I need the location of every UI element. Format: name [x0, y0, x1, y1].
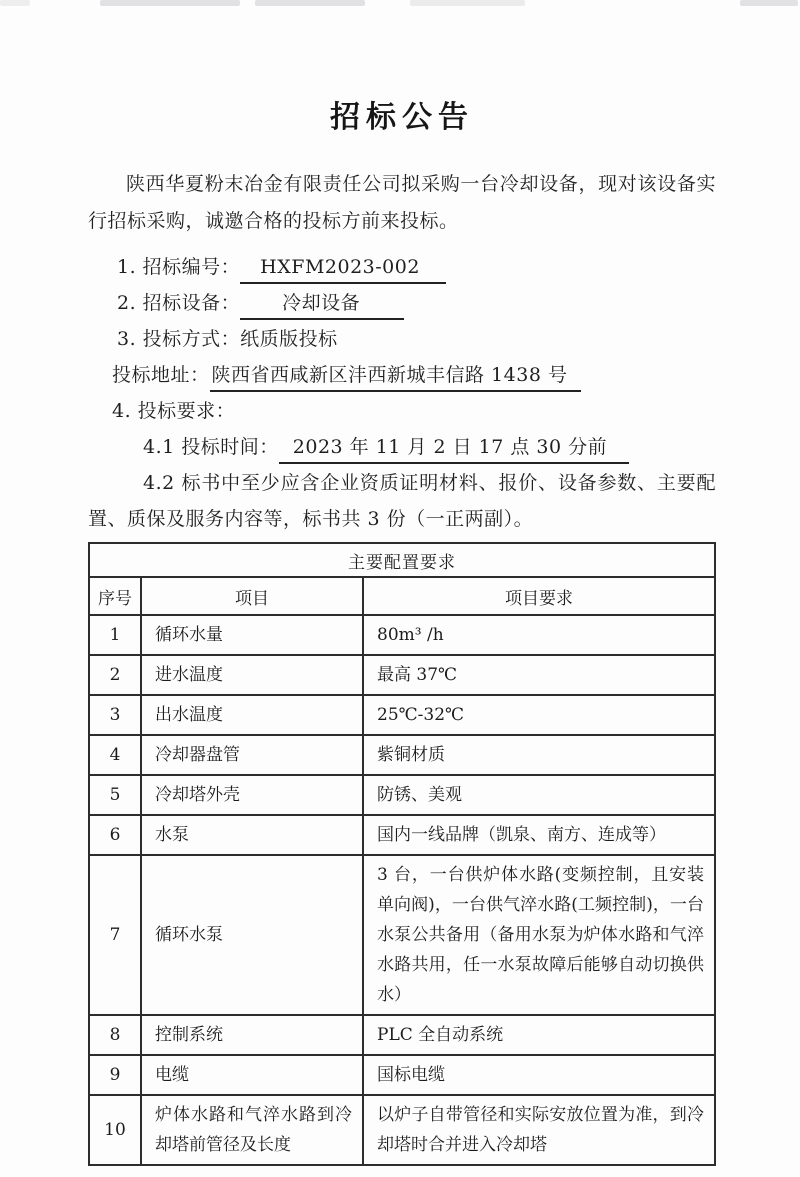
field-value-underlined: 2023 年 11 月 2 日 17 点 30 分前: [279, 434, 629, 464]
document-content: [88, 0, 716, 1166]
field-value-underlined: 陕西省西咸新区沣西新城丰信路 1438 号: [210, 362, 582, 392]
column-header-item: 项目: [141, 577, 363, 615]
table-title: 主要配置要求: [89, 543, 715, 577]
table-row: [89, 1055, 715, 1095]
field-label: 2. 招标设备：: [117, 292, 241, 314]
cell-item-name: 循环水泵: [141, 855, 363, 1015]
cell-requirement: 3 台，一台供炉体水路(变频控制，且安装单向阀)，一台供气淬水路(工频控制)，一台水泵公共备用（备用水泵为炉体水路和气淬水路共用，任一水泵故障后能够自动切换供水）: [363, 855, 715, 1015]
cell-row-number: 5: [89, 775, 141, 815]
bid-document-note: 4.2 标书中至少应含企业资质证明材料、报价、设备参数、主要配置、质保及服务内容等，标书共 3 份（一正两副）。: [88, 472, 716, 530]
cell-requirement: 紫铜材质: [363, 735, 715, 775]
field-tender-number: [88, 249, 716, 285]
document-title: 招标公告: [330, 100, 474, 135]
cell-row-number: 2: [89, 655, 141, 695]
cell-row-number: 9: [89, 1055, 141, 1095]
cell-row-number: 7: [89, 855, 141, 1015]
tender-fields: [88, 249, 716, 537]
table-row: [89, 655, 715, 695]
field-value-underlined: HXFM2023-002: [240, 254, 446, 284]
cell-row-number: 1: [89, 615, 141, 655]
field-label: 1. 招标编号：: [117, 256, 241, 278]
cell-item-name: 电缆: [141, 1055, 363, 1095]
cell-requirement: PLC 全自动系统: [363, 1015, 715, 1055]
cell-requirement: 国标电缆: [363, 1055, 715, 1095]
field-label: 4. 投标要求：: [112, 400, 236, 422]
table-row: [89, 1015, 715, 1055]
field-bid-method: [88, 321, 716, 357]
field-value-underlined: 冷却设备: [240, 290, 404, 320]
field-value: 纸质版投标: [240, 328, 338, 350]
field-label: 投标地址：: [112, 364, 210, 386]
field-label: 3. 投标方式：: [117, 328, 241, 350]
column-header-requirement: 项目要求: [363, 577, 715, 615]
table-row: [89, 775, 715, 815]
table-row: [89, 1095, 715, 1165]
cell-requirement: 80m³ /h: [363, 615, 715, 655]
scan-artifact: [740, 0, 798, 6]
cell-item-name: 冷却器盘管: [141, 735, 363, 775]
cell-requirement: 防锈、美观: [363, 775, 715, 815]
table-row: [89, 735, 715, 775]
table-row: [89, 695, 715, 735]
field-tender-equipment: [88, 285, 716, 321]
cell-row-number: 8: [89, 1015, 141, 1055]
cell-row-number: 4: [89, 735, 141, 775]
table-row: [89, 855, 715, 1015]
config-table-body: [89, 615, 715, 1165]
table-row: [89, 615, 715, 655]
cell-row-number: 3: [89, 695, 141, 735]
config-requirements-table: [88, 542, 716, 1166]
cell-item-name: 进水温度: [141, 655, 363, 695]
field-bid-requirements-heading: [88, 393, 716, 429]
cell-requirement: 以炉子自带管径和实际安放位置为准，到冷却塔时合并进入冷却塔: [363, 1095, 715, 1165]
field-label: 4.1 投标时间：: [143, 436, 279, 458]
table-row: [89, 815, 715, 855]
cell-item-name: 水泵: [141, 815, 363, 855]
cell-item-name: 循环水量: [141, 615, 363, 655]
cell-item-name: 炉体水路和气淬水路到冷却塔前管径及长度: [141, 1095, 363, 1165]
intro-paragraph: 陕西华夏粉末冶金有限责任公司拟采购一台冷却设备，现对该设备实行招标采购，诚邀合格的投标方前来投标。: [88, 173, 716, 232]
cell-row-number: 6: [89, 815, 141, 855]
field-bid-address: [88, 357, 716, 393]
cell-item-name: 出水温度: [141, 695, 363, 735]
cell-requirement: 最高 37℃: [363, 655, 715, 695]
cell-item-name: 冷却塔外壳: [141, 775, 363, 815]
column-header-no: 序号: [89, 577, 141, 615]
scan-artifact: [0, 0, 30, 6]
cell-requirement: 25℃-32℃: [363, 695, 715, 735]
field-bid-deadline: [88, 429, 716, 465]
cell-item-name: 控制系统: [141, 1015, 363, 1055]
cell-requirement: 国内一线品牌（凯泉、南方、连成等）: [363, 815, 715, 855]
cell-row-number: 10: [89, 1095, 141, 1165]
